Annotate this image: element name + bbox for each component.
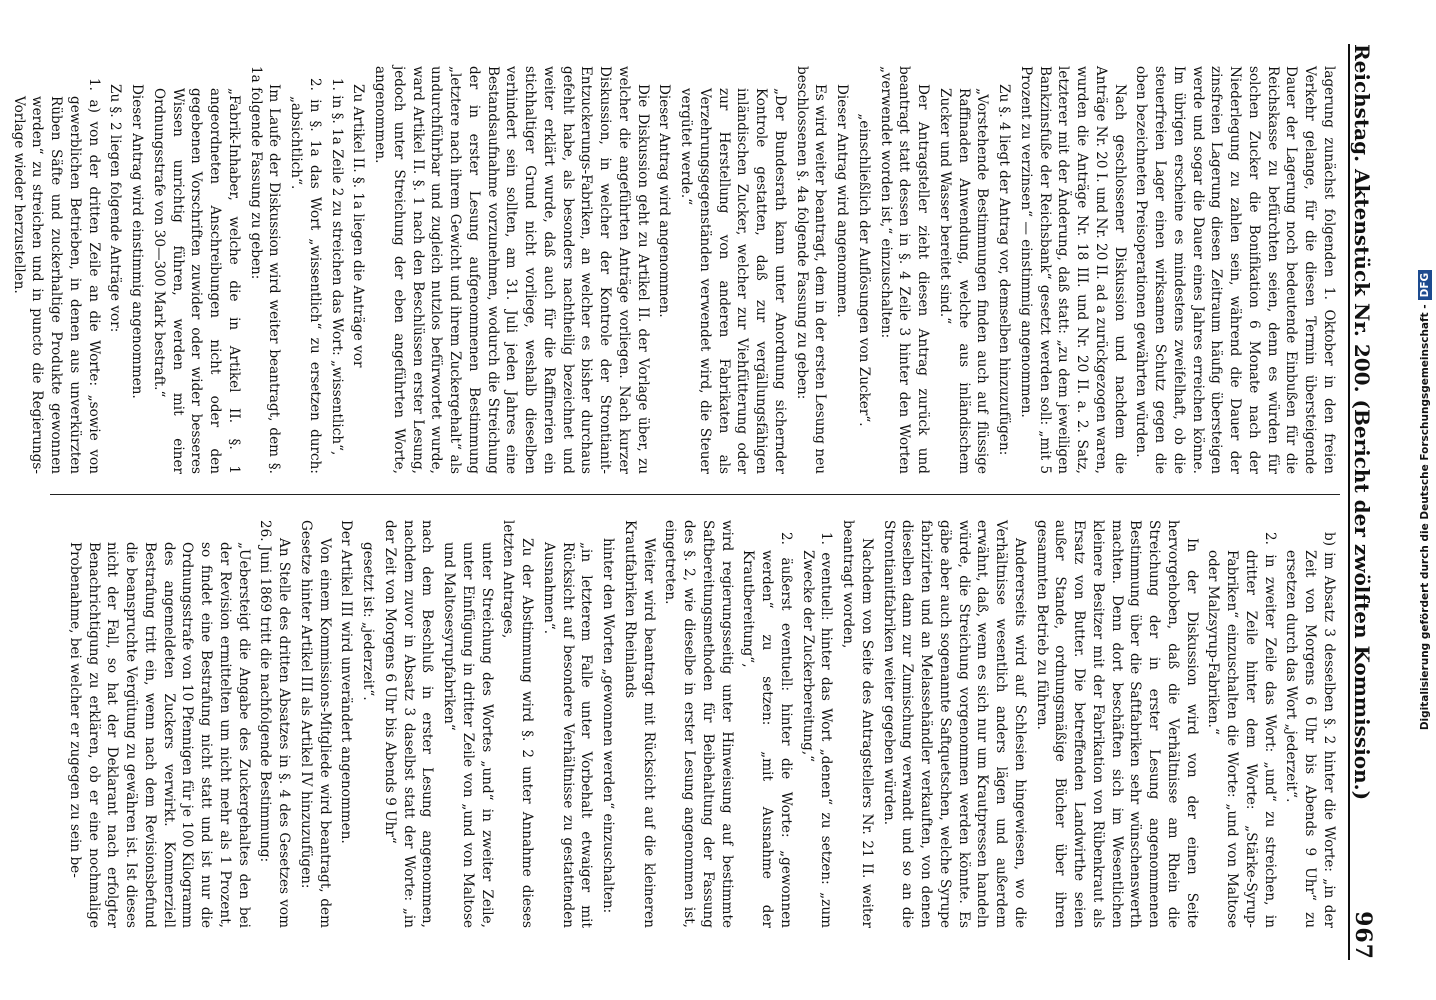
- paragraph: Der Artikel III wird unverändert angenommen.: [338, 520, 355, 844]
- paragraph: Zu Artikel II. §. 1a liegen die Anträge vor: [350, 84, 367, 368]
- credit-line: [1414, 40, 1436, 960]
- paragraph: Zu §. 2 liegen folgende Anträge vor:: [107, 84, 124, 333]
- quoted-text: „einschließlich der Auflösungen von Zucker“.: [856, 113, 872, 427]
- paragraph: lagerung zunächst folgenden 1. Oktober in den freien Verkehr gelange, für die diesen Termin übersteigende Dauer der Lagerung noch bedeutende Einbußen für die Reichskasse zu befürchten seien, denn es würden für solchen Zucker die Bonifikation 6 Monate nach der Niederlegung zu zahlen sein, während die Dauer der zinsfreien Lagerung diesen Zeitraum häufig übersteigen werde und sogar die Dauer eines Jahres erreichen könne. Im übrigen erscheine es mindestens zweifelhaft, ob die steuerfreien Lager einen wirksamen Schutz gegen die oben bezeichneten Preisoperationen gewährten würden.: [1133, 66, 1337, 474]
- paragraph: Es wird weiter beantragt, dem in der ersten Lesung neu beschlossenen §. 4a folgende Fassung zu geben:: [793, 66, 829, 474]
- paragraph: Nach geschlossener Diskussion und nachdem die Anträge Nr. 20 I. und Nr. 20 II. ad a zurückgezogen waren, wurden die Anträge Nr. 18 III. und Nr. 20 II. a. 2. Satz, letzterer mit der Änderung, daß statt: „zu dem jeweiligen Bankzinsfuße der Reichsbank“ gesetzt werden soll: „mit 5 Prozent zu verzinsen“ — einstimmig angenommen.: [1018, 66, 1128, 474]
- paragraph: In der Diskussion wird von der einen Seite hervorgehoben, daß die Verhältnisse am Rhein die Streichung der in erster Lesung angenommenen Bestimmung über die Saftfabriken sehr wünschenswerth machten. Denn dort beschäften sich im Wesentlichen kleinere Besitzer mit der Fabrikation von Rübenkraut als Ersatz von Butter. Die betreffenden Landwirthe seien außer Stande, ordnungsmäßige Bücher über ihren gesammten Betrieb zu führen.: [1033, 520, 1200, 928]
- paragraph: Im Laufe der Diskussion wird weiter beantragt, dem §. 1a folgende Fassung zu geben:: [247, 66, 283, 474]
- paragraph: Zu der Abstimmung wird §. 2 unter Annahme dieses letzten Antrages,: [500, 520, 536, 928]
- digitization-credit: [1410, 40, 1432, 960]
- paragraph: hinter den Worten „gewonnen werden“ einzuschalten:: [600, 538, 617, 914]
- right-column: [42, 520, 1338, 928]
- paragraph: Der Antragsteller zieht diesen Antrag zurück und beantragt statt dessen in §. 4 Zeile 3 hinter den Worten „verwendet worden ist,“ einzuschalten:: [877, 66, 932, 474]
- page-title: Reichstag. Aktenstück Nr. 200. (Bericht der zwölften Kommission.): [1350, 44, 1374, 801]
- credit-text: Digitalisierung gefördert durch die Deutsche Forschungsgemeinschaft -: [1419, 304, 1431, 731]
- dfg-logo: DFG: [1418, 270, 1432, 301]
- paragraph: Nachdem von Seite des Antragstellers Nr. 21 II. weiter beantragt worden,: [840, 520, 875, 928]
- list-item: b) im Absatz 3 desselben §. 2 hinter die Worte: „in der Zeit von Morgens 6 Uhr bis Abends 9 Uhr“ zu ersetzen durch das Wort „jederzeit“.: [1283, 532, 1337, 928]
- paragraph: wird regierungsseitig unter Hinweisung auf bestimmte Saftbereitungsmethoden für Beibehaltung der Fassung des §. 2, wie dieselbe in erster Lesung angenommen ist, eingetreten.: [662, 520, 735, 928]
- list-item: 1. in §. 1a Zeile 2 zu streichen das Wort: „wissentlich“,: [328, 78, 345, 456]
- left-column: [10, 66, 1338, 474]
- paragraph: Die Diskussion geht zu Artikel II. der Vorlage über, zu welcher die angeführten Anträge vorliegen. Nach kurzer Diskussion, in welcher der Kontrole der Strontianit-Entzuckerungs-Fabriken, an welcher es bisher durchaus gefehlt habe, als besonders nachtheilig bezeichnet und weiter erklärt wurde, daß auch für die Raffinerien ein stichhaltiger Grund nicht vorliege, weshalb dieselben verhindert sein sollten, am 31. Juli jeden Jahres eine Bestandsaufnahme vorzunehmen, wodurch die Streichung der in erster Lesung aufgenommenen Bestimmung „letztere nach ihrem Gewicht und ihrem Zuckergehalt“ als undurchführbar und zugleich nutzlos befürwortet wurde, ward Artikel II. §. 1 nach den Beschlüssen erster Lesung, jedoch unter Streichung der eben angeführten Worte, angenommen.: [372, 66, 651, 474]
- paragraph: Andererseits wird auf Schlesien hingewiesen, wo die Verhältnisse wesentlich anders lägen und außerdem erwähnt, daß, wenn es sich nur um Krautpressen handeln würde, die Streichung vorgenommen werden könnte. Es gäbe aber auch sogenannte Saftquetschen, welche Syrupe fabrizirten und an Melassehändler verkauften, von denen dieselben dann zur Zumischung verwandt und so an die Strontianitfabriken weiter gegeben würden.: [880, 520, 1028, 928]
- page-header: [1348, 44, 1388, 960]
- paragraph: Dieser Antrag wird einstimmig angenommen.: [129, 84, 146, 399]
- quoted-text: unter Streichung des Wortes „und“ in zweiter Zeile, unter Einfügung in dritter Zeile von „und von Maltose und Maltosesyrupfabriken“: [441, 542, 495, 928]
- paragraph: Von einem Kommissions-Mitgliede wird beantragt, dem Gesetze hinter Artikel III als Artikel IV hinzuzufügen:: [298, 520, 333, 928]
- paragraph: An Stelle des dritten Absatzes in §. 4 des Gesetzes vom 26. Juni 1869 tritt die nachfolgende Bestimmung:: [257, 520, 293, 928]
- quoted-text: „Fabrik-Inhaber, welche die in Artikel II. §. 1 angeordneten Anschreibungen nicht oder den gegebenen Vorschriften zuwider oder wider besseres Wissen unrichtig führen, werden mit einer Ordnungsstrafe von 30—300 Mark bestraft.“: [151, 88, 242, 474]
- list-item: 2. äußerst eventuell: hinter die Worte: „gewonnen werden“ zu setzen: „mit Ausnahme der Krautbereitung“,: [740, 532, 794, 928]
- paragraph: Weiter wird beantragt mit Rücksicht auf die kleineren Krautfabriken Rheinlands: [622, 520, 657, 928]
- quoted-text: „Uebersteigt die Angabe des Zuckergehaltes den bei der Revision ermittelten um nicht mehr als 1 Prozent, so findet eine Bestrafung nicht statt und ist nur die Ordnungsstrafe von 10 Pfennigen für je 100 Kilogramm des angemeldeten Zuckers verwirkt. Kommerziell Bestrafung tritt ein, wenn nach dem Revisionsbefund die beanspruchte Vergütung zu gewähren ist. Ist dieses nicht der Fall, so hat der Deklarant nach erfolgter Benachrichtigung zu erklären, ob er eine nochmalige Probenahme, bei welcher er zugegen zu sein be-: [67, 542, 252, 928]
- quoted-text: gesetzt ist: „jederzeit“.: [360, 542, 377, 701]
- quoted-text: „Vorstehende Bestimmungen finden auch auf flüssige Raffinaden Anwendung, welche aus inländischem Zucker und Wasser bereitet sind.“: [937, 88, 991, 474]
- paragraph: Dieser Antrag wird angenommen.: [834, 84, 851, 318]
- paragraph: Dieser Antrag wird angenommen.: [656, 84, 673, 318]
- page-number: 967: [1350, 911, 1376, 960]
- list-item: 1. eventuell: hinter das Wort „denen“ zu setzen: „zum Zwecke der Zuckerbereitung,“: [799, 532, 835, 928]
- list-item: 2. in zweiter Zeile das Wort: „und“ zu streichen, in dritter Zeile hinter dem Worte: „Stärke-Syrup-Fabriken“ einzuschalten die Worte: „und von Maltose oder Malzsyrup-Fabriken.“: [1205, 532, 1278, 928]
- paragraph: Zu §. 4 liegt der Antrag vor, demselben hinzuzufügen:: [996, 84, 1013, 456]
- list-item: 2. in §. 1a das Wort „wissentlich“ zu ersetzen durch: „absichtlich“.: [288, 78, 323, 474]
- quoted-text: „in letzterem Falle unter Vorbehalt etwaiger mit Rücksicht auf besondere Verhältnisse zu gestattenden Ausnahmen“.: [541, 542, 595, 928]
- column-divider: [50, 494, 1340, 495]
- list-item: 1. a) von der dritten Zeile an die Worte: „sowie von gewerblichen Betrieben, in denen aus unverkürzten Rüben Säfte und zuckerhaltige Produkte gewonnen werden“ zu streichen und in puncto die Regierungs-Vorlage wieder herzustellen.: [10, 78, 102, 474]
- paragraph: nach dem Beschluß in erster Lesung angenommen, nachdem zuvor in Absatz 3 daselbst statt der Worte: „in der Zeit von Morgens 6 Uhr bis Abends 9 Uhr“: [382, 520, 436, 928]
- quoted-text: „Der Bundesrath kann unter Anordnung sichernder Kontrole gestatten, daß zur vergällungsfähigen inländischen Zucker, welcher zur Viehfütterung oder zur Herstellung von anderen Fabrikaten als Verzehrungsgegenständen verwendet wird, die Steuer vergütet werde.“: [678, 88, 788, 474]
